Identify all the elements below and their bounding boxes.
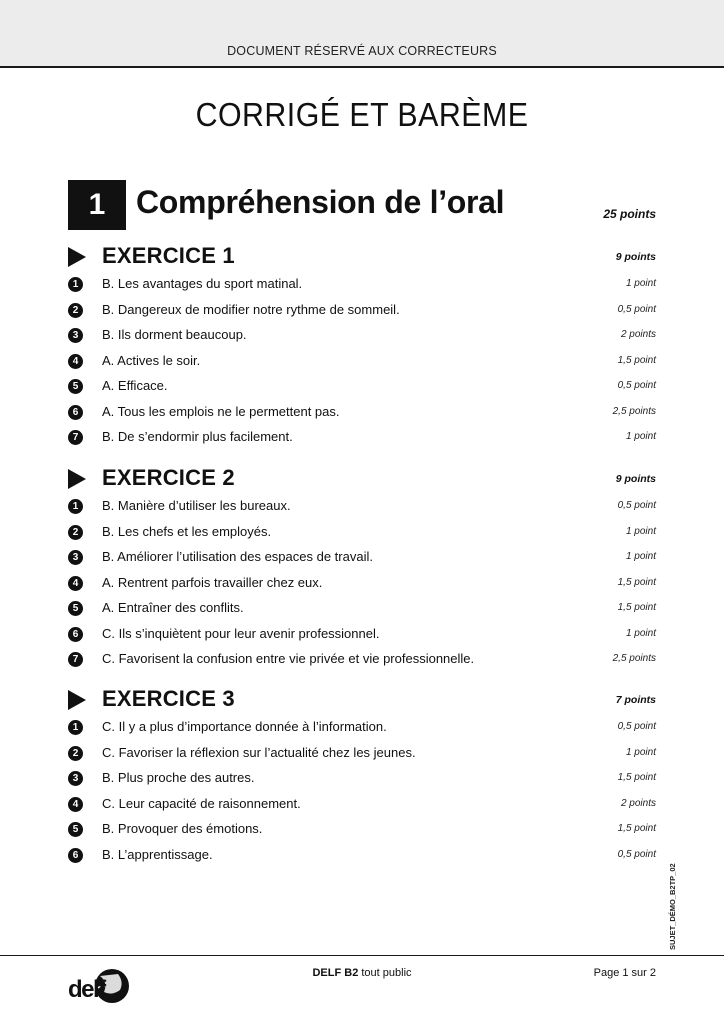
exercise-title: EXERCICE 3 [102,686,235,711]
section-number: 1 [68,180,126,230]
exercise-header [68,464,656,496]
answer-text: C. Favoriser la réflexion sur l’actualité chez les jeunes. [102,744,416,760]
item-number: 2 [68,303,83,318]
item-number: 2 [68,746,83,761]
item-number: 3 [68,771,83,786]
answer-row [68,274,656,300]
item-number: 5 [68,601,83,616]
item-number: 3 [68,328,83,343]
answer-points: 1 point [625,525,656,537]
answer-points: 2 points [620,329,656,340]
answer-text: B. Plus proche des autres. [102,770,255,785]
answer-row [68,845,656,871]
exercise-title: EXERCICE 2 [102,465,235,490]
item-number: 5 [68,822,83,837]
answer-points: 1,5 point [617,602,656,613]
answer-row [68,496,656,522]
exercise-1 [68,242,656,453]
item-number: 1 [68,720,83,735]
answer-text: B. L’apprentissage. [102,846,213,862]
answer-points: 0,5 point [617,848,656,860]
answer-points: 2,5 points [612,405,656,417]
answer-points: 0,5 point [617,500,656,511]
answer-row [68,522,656,548]
item-number: 6 [68,405,83,420]
answer-row [68,717,656,743]
answer-points: 1 point [625,627,656,639]
exercise-points: 9 points [615,473,656,485]
header-band [0,0,724,68]
answer-points: 1 point [625,431,656,442]
item-number: 5 [68,379,83,394]
exercise-header [68,242,656,274]
answer-text: C. Il y a plus d’importance donnée à l’information. [102,719,387,734]
item-number: 7 [68,652,83,667]
answer-points: 1,5 point [617,772,656,783]
footer-divider [0,955,724,956]
answer-text: B. Ils dorment beaucoup. [102,327,247,342]
exam-audience: tout public [358,967,412,979]
section-title: Compréhension de l’oral [136,184,505,220]
answer-points: 0,5 point [617,721,656,732]
answer-text: B. Provoquer des émotions. [102,821,263,836]
answer-text: B. Manière d’utiliser les bureaux. [102,498,291,513]
answer-row [68,300,656,326]
item-number: 2 [68,525,83,540]
answer-text: A. Efficace. [102,378,168,393]
answer-points: 1,5 point [617,823,656,834]
item-number: 4 [68,576,83,591]
item-number: 6 [68,627,83,642]
exercise-points: 9 points [615,251,656,263]
answer-points: 0,5 point [617,303,656,315]
answer-row [68,819,656,845]
answer-text: B. Les avantages du sport matinal. [102,276,303,291]
answer-row [68,573,656,599]
page-number: Page 1 sur 2 [593,967,656,979]
logo-text: delf [68,976,105,1003]
answer-row [68,598,656,624]
section-header [68,180,656,230]
header-label: DOCUMENT RÉSERVÉ AUX CORRECTEURS [227,44,497,58]
answer-points: 1 point [625,278,656,289]
item-number: 1 [68,277,83,292]
item-number: 6 [68,848,83,863]
answer-row [68,649,656,675]
answer-row [68,325,656,351]
item-number: 4 [68,797,83,812]
answer-text: B. Améliorer l’utilisation des espaces de travail. [102,549,373,564]
answer-points: 1,5 point [617,576,656,588]
answer-text: B. De s’endormir plus facilement. [102,429,293,444]
exercise-2 [68,464,656,675]
answer-row [68,624,656,650]
answer-text: B. Les chefs et les employés. [102,523,272,539]
play-arrow-icon [68,469,86,489]
page-title: CORRIGÉ ET BARÈME [195,96,529,133]
answer-text: C. Ils s’inquiètent pour leur avenir professionnel. [102,625,380,641]
answer-row [68,351,656,377]
answer-row [68,768,656,794]
item-number: 1 [68,499,83,514]
exercise-title: EXERCICE 1 [102,243,235,268]
exercise-points: 7 points [615,694,656,706]
answer-text: A. Actives le soir. [102,352,201,368]
document-code: SUJET_DÉMO_B2TP_02 [668,863,677,950]
answer-row [68,743,656,769]
answer-row [68,794,656,820]
exercise-3 [68,685,656,870]
item-number: 7 [68,430,83,445]
answer-points: 2,5 points [612,653,656,664]
answer-points: 2 points [620,797,656,809]
play-arrow-icon [68,247,86,267]
answer-row [68,427,656,453]
answer-text: A. Rentrent parfois travailler chez eux. [102,574,323,590]
answer-text: C. Favorisent la confusion entre vie privée et vie professionnelle. [102,651,475,666]
exam-level: DELF B2 [312,967,359,979]
answer-text: A. Tous les emplois ne le permettent pas. [102,403,340,419]
answer-text: C. Leur capacité de raisonnement. [102,795,301,811]
answer-points: 1,5 point [617,354,656,366]
item-number: 4 [68,354,83,369]
answer-text: B. Dangereux de modifier notre rythme de sommeil. [102,301,400,317]
play-arrow-icon [68,690,86,710]
answer-row [68,376,656,402]
item-number: 3 [68,550,83,565]
exercise-header [68,685,656,717]
answer-points: 1 point [625,551,656,562]
answer-row [68,547,656,573]
answer-points: 1 point [625,746,656,758]
answer-row [68,402,656,428]
answer-points: 0,5 point [617,380,656,391]
section-points: 25 points [603,207,656,221]
answer-text: A. Entraîner des conflits. [102,600,244,615]
